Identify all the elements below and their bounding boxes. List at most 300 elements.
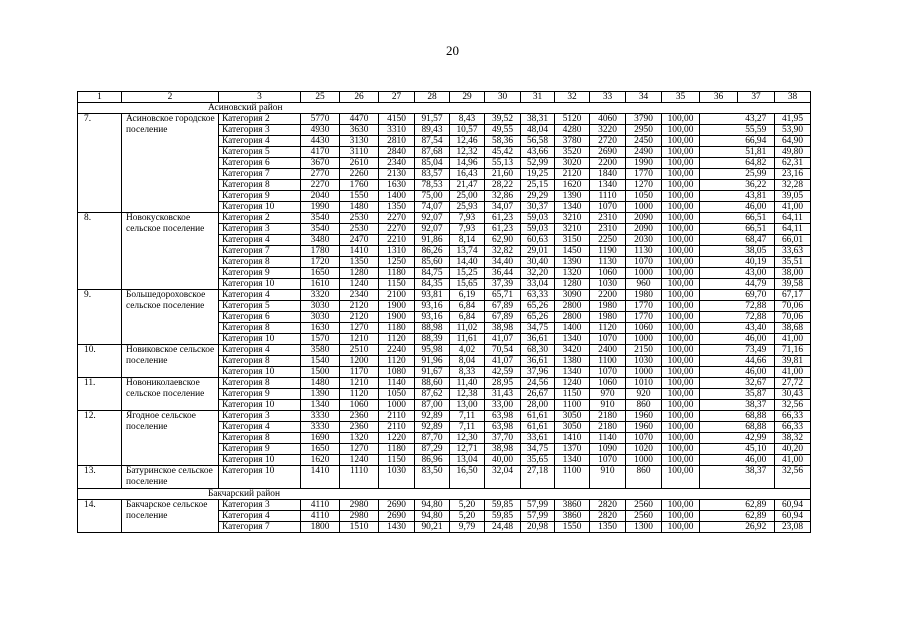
value-cell: 68,88	[738, 411, 775, 422]
value-cell: 1570	[301, 334, 340, 345]
value-cell: 38,37	[738, 400, 775, 411]
category-cell: Категория 7	[219, 522, 301, 533]
category-cell: Категория 8	[219, 433, 301, 444]
value-cell: 5770	[301, 114, 340, 125]
value-cell: 27,72	[775, 378, 811, 389]
category-cell: Категория 4	[219, 511, 301, 522]
value-cell: 2610	[340, 158, 379, 169]
data-table	[77, 91, 811, 533]
value-cell: 2100	[379, 290, 415, 301]
value-cell: 75,00	[415, 191, 450, 202]
value-cell: 91,96	[415, 356, 450, 367]
value-cell: 2200	[590, 290, 626, 301]
value-cell: 4150	[379, 114, 415, 125]
value-cell	[700, 125, 738, 136]
value-cell: 67,17	[775, 290, 811, 301]
category-cell: Категория 4	[219, 290, 301, 301]
value-cell	[700, 367, 738, 378]
value-cell: 28,95	[485, 378, 521, 389]
value-cell: 1070	[626, 433, 662, 444]
value-cell: 1550	[555, 522, 590, 533]
value-cell: 39,58	[775, 279, 811, 290]
column-header: 2	[122, 92, 219, 103]
value-cell: 85,60	[415, 257, 450, 268]
value-cell: 3310	[379, 125, 415, 136]
value-cell: 46,00	[738, 202, 775, 213]
value-cell: 67,89	[485, 301, 521, 312]
value-cell: 4060	[590, 114, 626, 125]
value-cell: 2180	[590, 422, 626, 433]
settlement-name: Новокусковское сельское поселение	[122, 213, 219, 290]
value-cell: 1350	[379, 202, 415, 213]
value-cell: 26,67	[521, 389, 555, 400]
value-cell: 100,00	[662, 246, 700, 257]
value-cell: 1050	[379, 389, 415, 400]
value-cell: 3320	[301, 290, 340, 301]
category-cell: Категория 10	[219, 466, 301, 489]
value-cell	[700, 114, 738, 125]
value-cell: 100,00	[662, 345, 700, 356]
value-cell: 24,56	[521, 378, 555, 389]
value-cell: 30,43	[775, 389, 811, 400]
settlement-index: 7.	[78, 114, 122, 213]
column-header: 28	[415, 92, 450, 103]
value-cell: 100,00	[662, 136, 700, 147]
value-cell: 53,90	[775, 125, 811, 136]
value-cell: 95,98	[415, 345, 450, 356]
value-cell: 1050	[626, 191, 662, 202]
value-cell: 3020	[555, 158, 590, 169]
column-header: 25	[301, 92, 340, 103]
value-cell: 65,71	[485, 290, 521, 301]
value-cell: 38,37	[738, 466, 775, 489]
value-cell: 61,23	[485, 224, 521, 235]
column-header: 3	[219, 92, 301, 103]
value-cell: 1630	[379, 180, 415, 191]
column-header: 36	[700, 92, 738, 103]
value-cell: 68,30	[521, 345, 555, 356]
value-cell: 11,61	[450, 334, 485, 345]
value-cell: 3050	[555, 422, 590, 433]
value-cell: 2980	[340, 500, 379, 511]
value-cell: 2360	[340, 411, 379, 422]
value-cell: 43,40	[738, 323, 775, 334]
value-cell: 2130	[379, 169, 415, 180]
value-cell: 39,81	[775, 356, 811, 367]
category-cell: Категория 10	[219, 334, 301, 345]
value-cell: 36,44	[485, 268, 521, 279]
category-cell: Категория 3	[219, 500, 301, 511]
value-cell: 2690	[379, 511, 415, 522]
value-cell: 30,37	[521, 202, 555, 213]
value-cell: 3520	[555, 147, 590, 158]
region-name: Асиновский район	[78, 103, 811, 114]
value-cell: 6,84	[450, 301, 485, 312]
value-cell: 3480	[301, 235, 340, 246]
settlement-index: 10.	[78, 345, 122, 378]
category-cell: Категория 9	[219, 191, 301, 202]
value-cell: 87,29	[415, 444, 450, 455]
value-cell: 3150	[555, 235, 590, 246]
value-cell: 12,32	[450, 147, 485, 158]
value-cell: 1220	[379, 433, 415, 444]
value-cell: 2810	[379, 136, 415, 147]
value-cell: 12,38	[450, 389, 485, 400]
value-cell: 12,30	[450, 433, 485, 444]
value-cell: 2270	[301, 180, 340, 191]
value-cell: 2180	[590, 411, 626, 422]
value-cell: 38,32	[775, 433, 811, 444]
value-cell: 9,79	[450, 522, 485, 533]
value-cell: 34,40	[485, 257, 521, 268]
value-cell: 46,00	[738, 455, 775, 466]
value-cell: 2240	[379, 345, 415, 356]
value-cell: 1060	[626, 323, 662, 334]
value-cell: 100,00	[662, 290, 700, 301]
value-cell: 2800	[555, 301, 590, 312]
value-cell	[700, 279, 738, 290]
value-cell: 2120	[555, 169, 590, 180]
value-cell: 1390	[301, 389, 340, 400]
value-cell: 44,66	[738, 356, 775, 367]
value-cell: 23,16	[775, 169, 811, 180]
value-cell: 46,00	[738, 367, 775, 378]
value-cell: 960	[626, 279, 662, 290]
table-row	[78, 466, 811, 489]
value-cell: 1300	[626, 522, 662, 533]
value-cell: 11,40	[450, 378, 485, 389]
value-cell: 4430	[301, 136, 340, 147]
settlement-index: 12.	[78, 411, 122, 466]
value-cell: 8,14	[450, 235, 485, 246]
category-cell: Категория 8	[219, 180, 301, 191]
value-cell: 86,26	[415, 246, 450, 257]
value-cell	[700, 356, 738, 367]
value-cell: 87,62	[415, 389, 450, 400]
value-cell: 42,59	[485, 367, 521, 378]
value-cell: 100,00	[662, 323, 700, 334]
value-cell: 2560	[626, 511, 662, 522]
category-cell: Категория 3	[219, 125, 301, 136]
value-cell: 38,68	[775, 323, 811, 334]
value-cell: 66,33	[775, 411, 811, 422]
table-body	[78, 92, 811, 533]
column-header: 33	[590, 92, 626, 103]
value-cell: 2360	[340, 422, 379, 433]
value-cell: 62,89	[738, 500, 775, 511]
value-cell: 1080	[379, 367, 415, 378]
region-name: Бакчарский район	[78, 489, 811, 500]
category-cell: Категория 10	[219, 202, 301, 213]
region-row	[78, 489, 811, 500]
value-cell: 33,00	[485, 400, 521, 411]
value-cell: 3670	[301, 158, 340, 169]
value-cell: 41,07	[485, 356, 521, 367]
value-cell: 1410	[555, 433, 590, 444]
value-cell: 3540	[301, 213, 340, 224]
value-cell: 1800	[301, 522, 340, 533]
value-cell: 100,00	[662, 367, 700, 378]
value-cell: 100,00	[662, 169, 700, 180]
value-cell: 2110	[379, 422, 415, 433]
value-cell: 1070	[590, 367, 626, 378]
value-cell: 92,89	[415, 422, 450, 433]
value-cell: 19,25	[521, 169, 555, 180]
value-cell: 2510	[340, 345, 379, 356]
value-cell: 49,80	[775, 147, 811, 158]
value-cell: 26,92	[738, 522, 775, 533]
column-header: 27	[379, 92, 415, 103]
value-cell: 13,04	[450, 455, 485, 466]
value-cell: 2120	[340, 312, 379, 323]
value-cell	[700, 180, 738, 191]
value-cell: 1060	[340, 400, 379, 411]
value-cell: 1130	[626, 246, 662, 257]
settlement-index: 9.	[78, 290, 122, 345]
value-cell	[700, 334, 738, 345]
value-cell: 41,00	[775, 334, 811, 345]
value-cell	[700, 511, 738, 522]
value-cell: 1240	[340, 279, 379, 290]
value-cell: 3860	[555, 511, 590, 522]
value-cell: 860	[626, 400, 662, 411]
value-cell	[700, 169, 738, 180]
value-cell: 29,01	[521, 246, 555, 257]
value-cell: 2310	[590, 224, 626, 235]
value-cell: 1240	[340, 455, 379, 466]
value-cell: 91,67	[415, 367, 450, 378]
value-cell: 1340	[301, 400, 340, 411]
value-cell: 2820	[590, 500, 626, 511]
value-cell: 59,03	[521, 213, 555, 224]
value-cell: 43,27	[738, 114, 775, 125]
value-cell: 39,52	[485, 114, 521, 125]
value-cell: 67,89	[485, 312, 521, 323]
table-row	[78, 378, 811, 389]
value-cell: 25,00	[450, 191, 485, 202]
value-cell: 25,93	[450, 202, 485, 213]
value-cell: 38,98	[485, 323, 521, 334]
value-cell: 3090	[555, 290, 590, 301]
settlement-name: Батуринское сельское поселение	[122, 466, 219, 489]
value-cell: 1100	[555, 466, 590, 489]
value-cell: 100,00	[662, 334, 700, 345]
value-cell: 3790	[626, 114, 662, 125]
value-cell: 32,20	[521, 268, 555, 279]
category-cell: Категория 10	[219, 279, 301, 290]
table-row	[78, 290, 811, 301]
value-cell: 1180	[379, 268, 415, 279]
value-cell: 34,75	[521, 323, 555, 334]
category-cell: Категория 2	[219, 213, 301, 224]
category-cell: Категория 9	[219, 444, 301, 455]
value-cell: 1000	[379, 400, 415, 411]
value-cell: 100,00	[662, 312, 700, 323]
value-cell: 68,47	[738, 235, 775, 246]
value-cell: 59,85	[485, 511, 521, 522]
value-cell: 2090	[626, 213, 662, 224]
value-cell: 3860	[555, 500, 590, 511]
value-cell	[700, 455, 738, 466]
value-cell: 1760	[340, 180, 379, 191]
value-cell: 8,04	[450, 356, 485, 367]
value-cell: 78,53	[415, 180, 450, 191]
value-cell: 2530	[340, 224, 379, 235]
value-cell: 1000	[626, 334, 662, 345]
value-cell: 910	[590, 466, 626, 489]
value-cell	[700, 202, 738, 213]
category-cell: Категория 4	[219, 136, 301, 147]
table-row	[78, 411, 811, 422]
value-cell: 2800	[555, 312, 590, 323]
value-cell: 1990	[626, 158, 662, 169]
column-header: 26	[340, 92, 379, 103]
value-cell: 84,35	[415, 279, 450, 290]
value-cell: 100,00	[662, 455, 700, 466]
value-cell: 1320	[340, 433, 379, 444]
value-cell: 970	[590, 389, 626, 400]
value-cell: 100,00	[662, 191, 700, 202]
value-cell: 25,15	[521, 180, 555, 191]
value-cell: 2310	[590, 213, 626, 224]
value-cell: 1510	[340, 522, 379, 533]
value-cell: 72,88	[738, 301, 775, 312]
value-cell: 1340	[555, 367, 590, 378]
value-cell: 3030	[301, 312, 340, 323]
value-cell: 100,00	[662, 500, 700, 511]
category-cell: Категория 2	[219, 114, 301, 125]
value-cell: 1120	[379, 356, 415, 367]
value-cell: 3210	[555, 213, 590, 224]
value-cell: 1060	[590, 378, 626, 389]
value-cell: 21,47	[450, 180, 485, 191]
value-cell: 100,00	[662, 444, 700, 455]
value-cell: 73,49	[738, 345, 775, 356]
value-cell: 33,63	[775, 246, 811, 257]
value-cell: 2400	[590, 345, 626, 356]
value-cell: 5,20	[450, 500, 485, 511]
value-cell: 2560	[626, 500, 662, 511]
value-cell: 51,81	[738, 147, 775, 158]
value-cell: 1100	[555, 400, 590, 411]
value-cell: 88,98	[415, 323, 450, 334]
value-cell: 1340	[555, 334, 590, 345]
settlement-name: Новиковское сельское поселение	[122, 345, 219, 378]
value-cell: 2690	[379, 500, 415, 511]
value-cell: 35,51	[775, 257, 811, 268]
value-cell: 1540	[301, 356, 340, 367]
value-cell: 3110	[340, 147, 379, 158]
value-cell: 83,57	[415, 169, 450, 180]
value-cell: 3050	[555, 411, 590, 422]
value-cell: 15,65	[450, 279, 485, 290]
value-cell	[700, 500, 738, 511]
value-cell: 92,07	[415, 224, 450, 235]
settlement-name: Асиновское городское поселение	[122, 114, 219, 213]
value-cell: 100,00	[662, 180, 700, 191]
value-cell: 1650	[301, 444, 340, 455]
value-cell: 1980	[626, 290, 662, 301]
value-cell	[700, 312, 738, 323]
value-cell: 91,57	[415, 114, 450, 125]
value-cell: 59,03	[521, 224, 555, 235]
value-cell: 4170	[301, 147, 340, 158]
value-cell: 2770	[301, 169, 340, 180]
value-cell: 66,01	[775, 235, 811, 246]
region-row	[78, 103, 811, 114]
value-cell: 1350	[590, 522, 626, 533]
value-cell: 2340	[340, 290, 379, 301]
value-cell: 64,11	[775, 213, 811, 224]
value-cell: 64,11	[775, 224, 811, 235]
value-cell: 1780	[301, 246, 340, 257]
value-cell	[700, 246, 738, 257]
column-header: 31	[521, 92, 555, 103]
category-cell: Категория 4	[219, 235, 301, 246]
value-cell: 2980	[340, 511, 379, 522]
value-cell: 1380	[555, 356, 590, 367]
value-cell: 1340	[555, 202, 590, 213]
value-cell: 1310	[379, 246, 415, 257]
column-header: 38	[775, 92, 811, 103]
value-cell: 1270	[340, 323, 379, 334]
value-cell: 3210	[555, 224, 590, 235]
value-cell: 2270	[379, 213, 415, 224]
value-cell: 29,29	[521, 191, 555, 202]
value-cell: 35,65	[521, 455, 555, 466]
settlement-name: Ягодное сельское поселение	[122, 411, 219, 466]
value-cell: 32,82	[485, 246, 521, 257]
category-cell: Категория 8	[219, 323, 301, 334]
value-cell: 59,85	[485, 500, 521, 511]
column-header: 29	[450, 92, 485, 103]
category-cell: Категория 10	[219, 455, 301, 466]
value-cell: 1410	[301, 466, 340, 489]
value-cell: 87,54	[415, 136, 450, 147]
value-cell: 1480	[340, 202, 379, 213]
value-cell: 38,98	[485, 444, 521, 455]
value-cell: 56,58	[521, 136, 555, 147]
value-cell: 65,26	[521, 312, 555, 323]
value-cell: 57,99	[521, 500, 555, 511]
column-header: 37	[738, 92, 775, 103]
value-cell: 2490	[626, 147, 662, 158]
value-cell: 1030	[379, 466, 415, 489]
value-cell: 1720	[301, 257, 340, 268]
value-cell: 13,00	[450, 400, 485, 411]
value-cell: 2470	[340, 235, 379, 246]
value-cell: 1000	[626, 455, 662, 466]
value-cell	[700, 444, 738, 455]
value-cell	[700, 257, 738, 268]
value-cell: 1370	[555, 444, 590, 455]
value-cell: 100,00	[662, 301, 700, 312]
value-cell: 32,56	[775, 466, 811, 489]
value-cell: 74,07	[415, 202, 450, 213]
value-cell: 2840	[379, 147, 415, 158]
value-cell: 36,22	[738, 180, 775, 191]
category-cell: Категория 4	[219, 422, 301, 433]
value-cell: 100,00	[662, 356, 700, 367]
value-cell: 85,04	[415, 158, 450, 169]
value-cell: 1070	[626, 257, 662, 268]
value-cell: 94,80	[415, 500, 450, 511]
value-cell: 60,94	[775, 500, 811, 511]
value-cell: 100,00	[662, 433, 700, 444]
category-cell: Категория 10	[219, 367, 301, 378]
value-cell: 27,18	[521, 466, 555, 489]
value-cell: 2950	[626, 125, 662, 136]
